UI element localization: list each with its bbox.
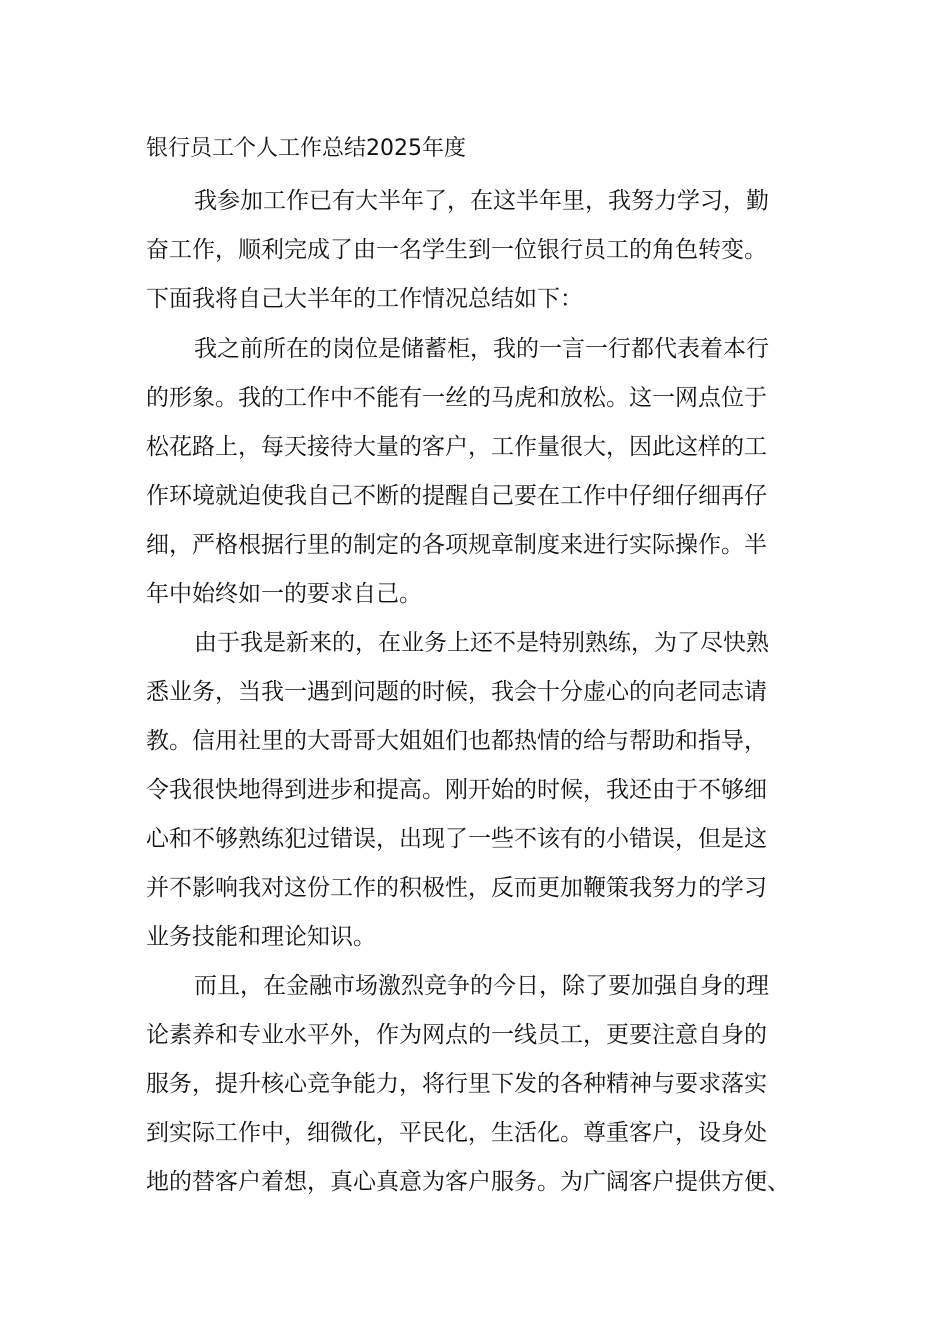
paragraph-2-line-4: 作环境就迫使我自己不断的提醒自己要在工作中仔细仔细再仔 [146, 483, 767, 509]
paragraph-3-line-2: 悉业务，当我一遇到问题的时候，我会十分虚心的向老同志请 [146, 679, 767, 705]
document-title: 银行员工个人工作总结2025年度 [146, 136, 466, 161]
paragraph-4-line-3: 服务，提升核心竞争能力，将行里下发的各种精神与要求落实 [146, 1071, 767, 1097]
paragraph-3-line-5: 心和不够熟练犯过错误，出现了一些不该有的小错误，但是这 [146, 826, 767, 852]
paragraph-3-line-3: 教。信用社里的大哥哥大姐姐们也都热情的给与帮助和指导， [146, 728, 767, 754]
paragraph-4-line-2: 论素养和专业水平外，作为网点的一线员工，更要注意自身的 [146, 1022, 767, 1048]
paragraph-1-line-1: 我参加工作已有大半年了，在这半年里，我努力学习，勤 [194, 188, 769, 214]
paragraph-1-line-2: 奋工作，顺利完成了由一名学生到一位银行员工的角色转变。 [146, 237, 767, 263]
paragraph-3-line-4: 令我很快地得到进步和提高。刚开始的时候，我还由于不够细 [146, 777, 767, 803]
paragraph-3-line-7: 业务技能和理论知识。 [146, 924, 376, 950]
paragraph-2-line-2: 的形象。我的工作中不能有一丝的马虎和放松。这一网点位于 [146, 385, 767, 411]
paragraph-2-line-6: 年中始终如一的要求自己。 [146, 581, 422, 607]
paragraph-4-line-5: 地的替客户着想，真心真意为客户服务。为广阔客户提供方便、 [146, 1169, 790, 1195]
paragraph-4-line-1: 而且，在金融市场激烈竞争的今日，除了要加强自身的理 [194, 973, 769, 999]
paragraph-4-line-4: 到实际工作中，细微化，平民化，生活化。尊重客户，设身处 [146, 1120, 767, 1146]
paragraph-3-line-1: 由于我是新来的，在业务上还不是特别熟练，为了尽快熟 [194, 630, 769, 656]
paragraph-1-line-3: 下面我将自己大半年的工作情况总结如下： [146, 286, 583, 312]
paragraph-2-line-3: 松花路上，每天接待大量的客户，工作量很大，因此这样的工 [146, 434, 767, 460]
paragraph-2-line-5: 细，严格根据行里的制定的各项规章制度来进行实际操作。半 [146, 532, 767, 558]
paragraph-2-line-1: 我之前所在的岗位是储蓄柜，我的一言一行都代表着本行 [194, 336, 769, 362]
paragraph-3-line-6: 并不影响我对这份工作的积极性，反而更加鞭策我努力的学习 [146, 875, 767, 901]
